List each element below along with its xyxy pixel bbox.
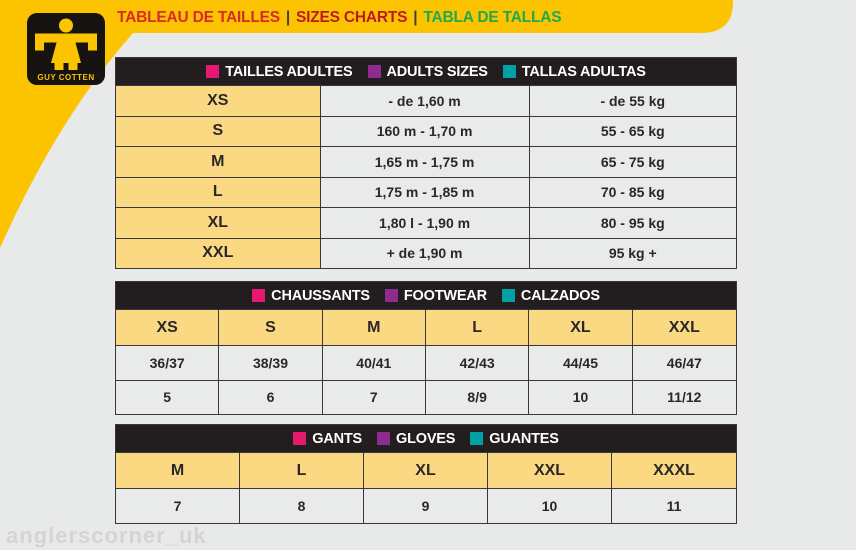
purple-square-icon	[385, 289, 398, 302]
table-row	[116, 238, 736, 269]
eu-size-cell: 42/43	[426, 346, 529, 380]
purple-square-icon	[377, 432, 390, 445]
legend-label: CALZADOS	[520, 287, 600, 304]
uk-size-cell: 11/12	[633, 381, 736, 415]
size-cell: S	[219, 310, 322, 345]
size-cell: S	[116, 117, 321, 147]
legend-label: FOOTWEAR	[403, 287, 487, 304]
size-cell: L	[426, 310, 529, 345]
uk-size-cell: 5	[116, 381, 219, 415]
size-cell: XXXL	[612, 453, 736, 488]
table-row	[116, 116, 736, 147]
gloves-table	[115, 424, 737, 524]
footwear-table	[115, 281, 737, 415]
legend-item	[377, 431, 455, 447]
size-cell: XL	[364, 453, 488, 488]
gloves-table-header	[116, 425, 736, 452]
size-cell: XXL	[488, 453, 612, 488]
pink-square-icon	[293, 432, 306, 445]
title-french: TABLEAU DE TAILLES	[117, 9, 280, 26]
legend-label: GANTS	[312, 430, 363, 447]
legend-label: TALLAS ADULTAS	[521, 63, 646, 80]
weight-cell: 80 - 95 kg	[530, 208, 736, 238]
teal-square-icon	[470, 432, 483, 445]
uk-size-cell: 6	[219, 381, 322, 415]
legend-item	[470, 431, 559, 447]
legend-item	[385, 288, 487, 304]
title-english: SIZES CHARTS	[296, 9, 408, 26]
legend-item	[368, 64, 488, 80]
title-separator: |	[413, 9, 418, 26]
height-cell: - de 1,60 m	[321, 86, 530, 116]
glove-size-cell: 7	[116, 489, 240, 523]
glove-size-cell: 8	[240, 489, 364, 523]
eu-size-cell: 46/47	[633, 346, 736, 380]
glove-sizes-row	[116, 488, 736, 523]
eu-size-cell: 44/45	[529, 346, 632, 380]
size-cell: XS	[116, 86, 321, 116]
pink-square-icon	[252, 289, 265, 302]
weight-cell: - de 55 kg	[530, 86, 736, 116]
adults-table-header	[116, 58, 736, 85]
legend-label: TAILLES ADULTES	[225, 63, 353, 80]
pink-square-icon	[206, 65, 219, 78]
eu-size-cell: 40/41	[323, 346, 426, 380]
eu-size-cell: 36/37	[116, 346, 219, 380]
size-cell: M	[116, 453, 240, 488]
size-cell: XL	[116, 208, 321, 238]
glove-size-cell: 10	[488, 489, 612, 523]
title-spanish: TABLA DE TALLAS	[423, 9, 562, 26]
footwear-table-header	[116, 282, 736, 309]
table-row	[116, 207, 736, 238]
height-cell: 1,75 m - 1,85 m	[321, 178, 530, 208]
weight-cell: 95 kg +	[530, 239, 736, 269]
weight-cell: 55 - 65 kg	[530, 117, 736, 147]
size-cell: XXL	[633, 310, 736, 345]
height-cell: 1,80 l - 1,90 m	[321, 208, 530, 238]
guy-cotten-logo	[27, 13, 105, 85]
logo-brand-text: GUY COTTEN	[37, 73, 95, 82]
size-cell: XS	[116, 310, 219, 345]
size-cell: L	[116, 178, 321, 208]
size-cell: XXL	[116, 239, 321, 269]
weight-cell: 65 - 75 kg	[530, 147, 736, 177]
legend-item	[206, 64, 352, 80]
adults-sizes-table	[115, 57, 737, 269]
legend-label: GUANTES	[489, 430, 559, 447]
height-cell: 160 m - 1,70 m	[321, 117, 530, 147]
page-title	[117, 7, 561, 29]
eu-size-cell: 38/39	[219, 346, 322, 380]
table-row	[116, 85, 736, 116]
legend-label: GLOVES	[396, 430, 456, 447]
teal-square-icon	[502, 289, 515, 302]
legend-label: CHAUSSANTS	[271, 287, 370, 304]
glove-size-cell: 9	[364, 489, 488, 523]
eu-sizes-row	[116, 345, 736, 380]
title-separator: |	[285, 9, 291, 26]
legend-label: ADULTS SIZES	[386, 63, 488, 80]
table-row	[116, 146, 736, 177]
size-cell: M	[116, 147, 321, 177]
uk-size-cell: 10	[529, 381, 632, 415]
glove-size-cell: 11	[612, 489, 736, 523]
height-cell: 1,65 m - 1,75 m	[321, 147, 530, 177]
size-cell: XL	[529, 310, 632, 345]
table-row	[116, 177, 736, 208]
legend-item	[502, 288, 600, 304]
legend-item	[293, 431, 362, 447]
uk-sizes-row	[116, 380, 736, 415]
watermark: anglerscorner_uk	[6, 523, 207, 548]
uk-size-cell: 7	[323, 381, 426, 415]
height-cell: + de 1,90 m	[321, 239, 530, 269]
legend-item	[503, 64, 646, 80]
purple-square-icon	[368, 65, 381, 78]
size-header-row	[116, 309, 736, 345]
weight-cell: 70 - 85 kg	[530, 178, 736, 208]
size-header-row	[116, 452, 736, 488]
size-cell: L	[240, 453, 364, 488]
teal-square-icon	[503, 65, 516, 78]
size-cell: M	[323, 310, 426, 345]
legend-item	[252, 288, 370, 304]
uk-size-cell: 8/9	[426, 381, 529, 415]
